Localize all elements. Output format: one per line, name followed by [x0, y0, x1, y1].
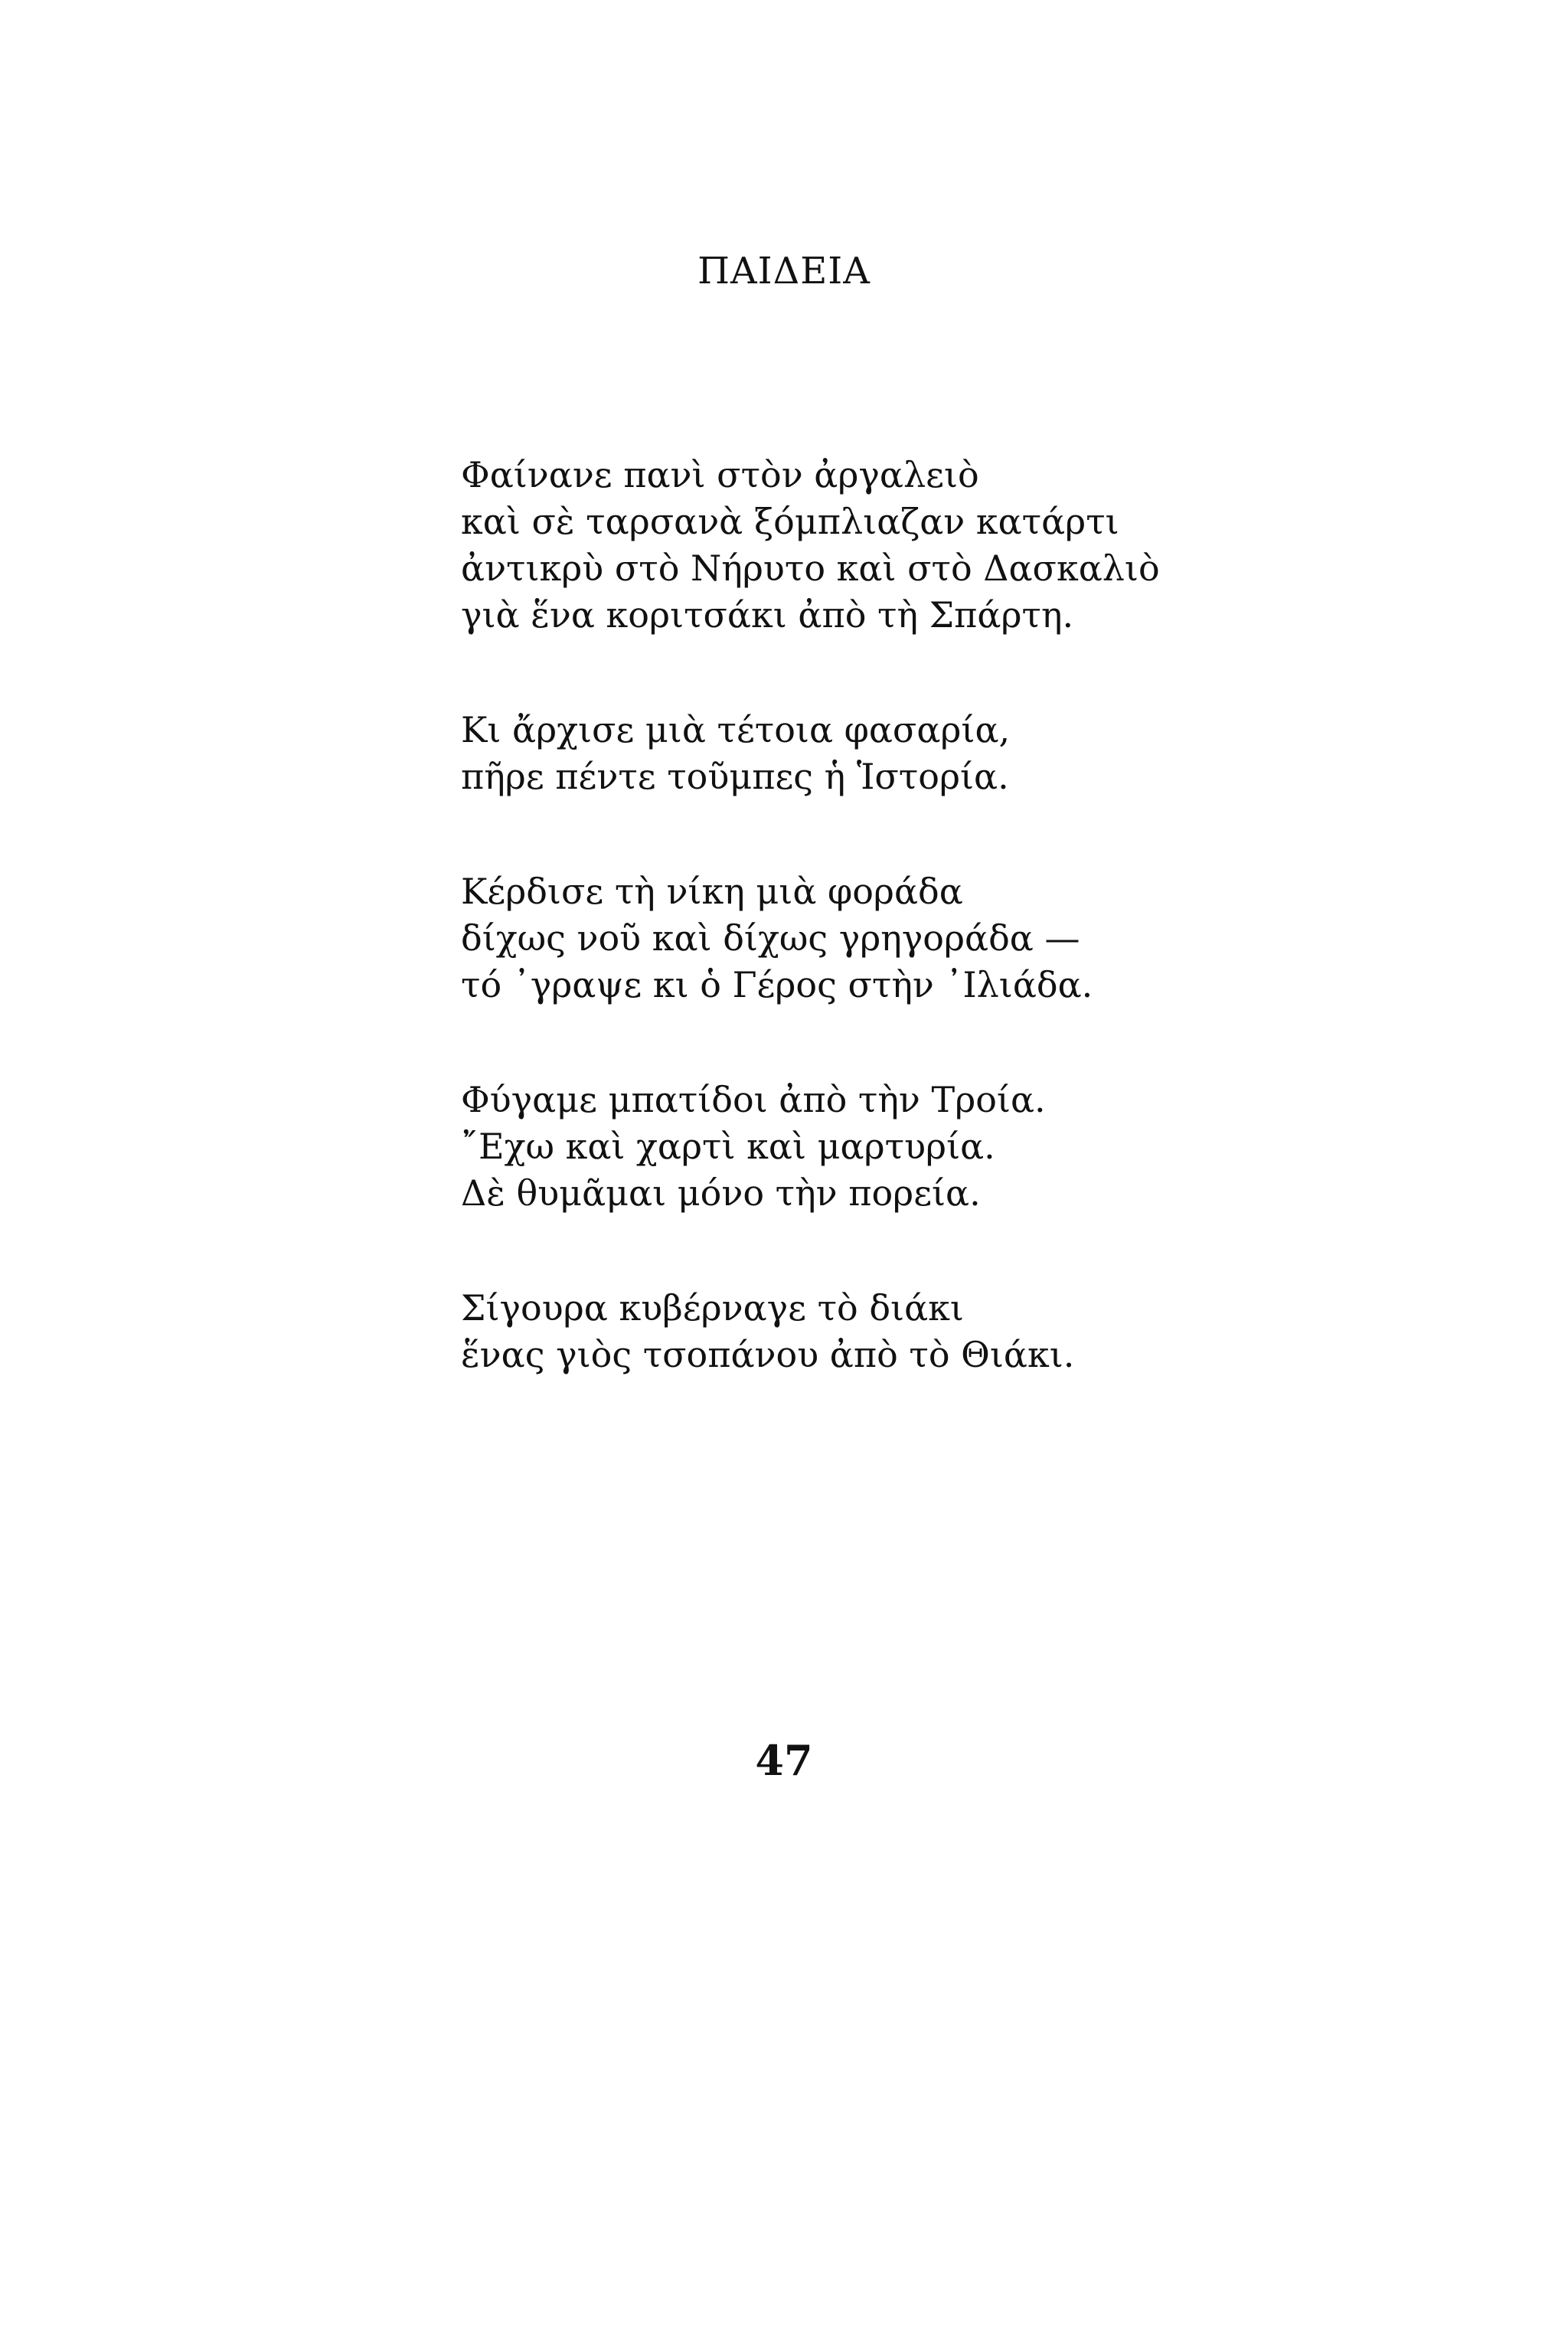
poem-line: τό ᾿γραψε κι ὁ Γέρος στὴν ᾿Ιλιάδα.	[461, 964, 1093, 1005]
poem-line: δίχως νοῦ καὶ δίχως γρηγοράδα —	[461, 917, 1080, 959]
poem-line: Φύγαμε μπατίδοι ἀπὸ τὴν Τροία.	[461, 1079, 1046, 1120]
poem-line: ῎Εχω καὶ χαρτὶ καὶ μαρτυρία.	[461, 1126, 995, 1167]
poem-line: ἕνας γιὸς τσοπάνου ἀπὸ τὸ Θιάκι.	[461, 1334, 1075, 1375]
poem-line: Κι ἄρχισε μιὰ τέτοια φασαρία,	[461, 709, 1011, 750]
page-number: 47	[755, 1736, 813, 1785]
stanza-3	[461, 868, 1456, 1008]
poem-line: γιὰ ἕνα κοριτσάκι ἀπὸ τὴ Σπάρτη.	[461, 594, 1074, 636]
stanza-4	[461, 1077, 1456, 1217]
stanza-1	[461, 452, 1456, 639]
poem-title: ΠΑΙΔΕΙΑ	[697, 250, 871, 293]
poem-line: καὶ σὲ ταρσανὰ ξόμπλιαζαν κατάρτι	[461, 501, 1119, 542]
poem-line: Σίγουρα κυβέρναγε τὸ διάκι	[461, 1287, 964, 1329]
poem-line: Κέρδισε τὴ νίκη μιὰ φοράδα	[461, 871, 963, 912]
stanza-2	[461, 707, 1456, 800]
poem-line: Φαίνανε πανὶ στὸν ἀργαλειὸ	[461, 454, 979, 495]
poem-line: Δὲ θυμᾶμαι μόνο τὴν πορεία.	[461, 1172, 981, 1214]
poem-line: πῆρε πέντε τοῦμπες ἡ Ἱστορία.	[461, 756, 1009, 797]
poem-line: ἀντικρὺ στὸ Νήρυτο καὶ στὸ Δασκαλιὸ	[461, 548, 1160, 589]
poem-body	[461, 452, 1456, 1378]
stanza-5	[461, 1285, 1456, 1378]
